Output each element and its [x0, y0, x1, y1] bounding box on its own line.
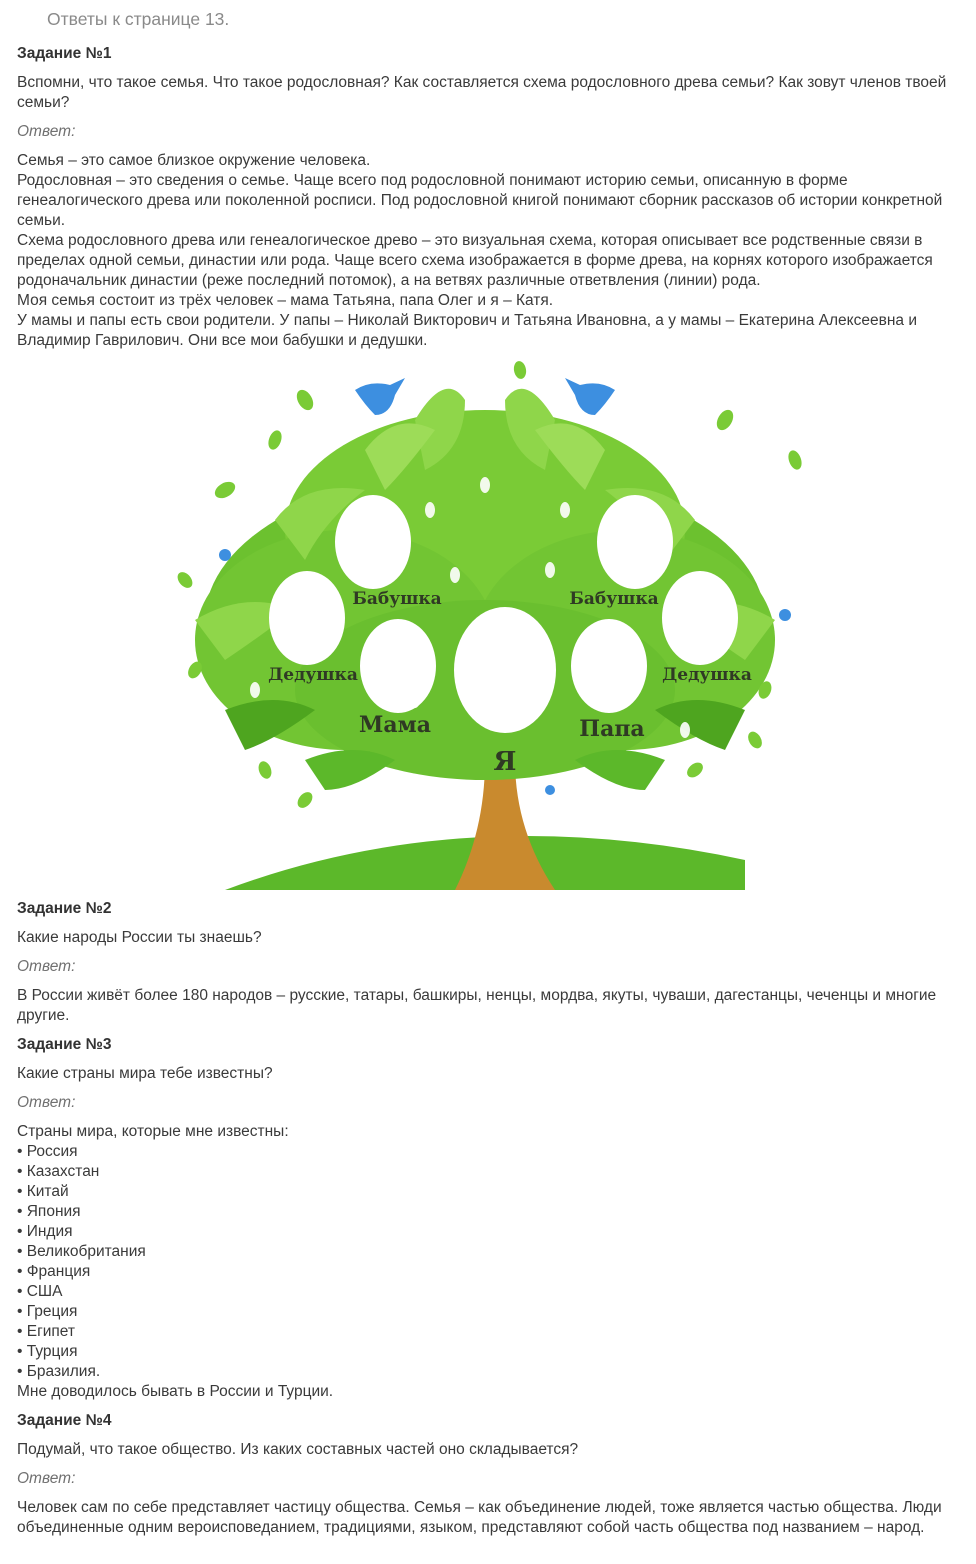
task-2	[17, 899, 962, 1026]
task-3	[17, 1035, 962, 1402]
answer-paragraph: Человек сам по себе представляет частицу общества. Семья – как объединение людей, тоже является частью общества. Люди объединенные одним вероисповеданием, традициями, языком, представляют собой часть общества под названием – народ.	[17, 1499, 942, 1536]
task-answer	[17, 151, 962, 351]
list-item: • Франция	[17, 1262, 962, 1282]
answer-label: Ответ:	[17, 958, 76, 975]
label-grandma-left: Бабушка	[352, 589, 442, 609]
task-answer	[17, 1122, 962, 1402]
list-item: • Россия	[17, 1142, 962, 1162]
label-grandma-right: Бабушка	[569, 589, 659, 609]
article-content	[17, 44, 962, 1547]
task-4	[17, 1411, 962, 1538]
butterfly-icon	[219, 549, 231, 561]
task-heading: Задание №2	[17, 900, 112, 917]
list-item: • Казахстан	[17, 1162, 962, 1182]
task-answer	[17, 1498, 962, 1538]
label-mom: Мама	[359, 712, 431, 738]
photo-frame-mom	[360, 619, 436, 713]
label-grandpa-right: Дедушка	[662, 665, 752, 685]
list-item: • Великобритания	[17, 1242, 962, 1262]
butterfly-icon	[779, 609, 791, 621]
answer-label: Ответ:	[17, 1470, 76, 1487]
bird-icon	[565, 378, 615, 415]
list-item: • Китай	[17, 1182, 962, 1202]
page-title: Ответы к странице 13.	[47, 9, 230, 29]
task-question: Какие страны мира тебе известны?	[17, 1065, 273, 1082]
answer-label: Ответ:	[17, 123, 76, 140]
answer-intro: Страны мира, которые мне известны:	[17, 1123, 289, 1140]
photo-frame-grandma-right	[597, 495, 673, 589]
task-heading: Задание №4	[17, 1412, 112, 1429]
photo-frame-grandpa-left	[269, 571, 345, 665]
family-tree-image	[165, 360, 805, 890]
answer-outro: Мне доводилось бывать в России и Турции.	[17, 1383, 334, 1400]
photo-frame-grandma-left	[335, 495, 411, 589]
photo-frame-grandpa-right	[662, 571, 738, 665]
list-item: • Турция	[17, 1342, 962, 1362]
task-question: Какие народы России ты знаешь?	[17, 929, 262, 946]
countries-list	[17, 1142, 962, 1382]
butterfly-icon	[545, 785, 555, 795]
answer-paragraph: Семья – это самое близкое окружение человека.	[17, 152, 371, 169]
photo-frame-dad	[571, 619, 647, 713]
task-1	[17, 44, 962, 890]
task-question: Вспомни, что такое семья. Что такое родословная? Как составляется схема родословного древа семьи? Как зовут членов твоей семьи?	[17, 74, 947, 111]
answer-paragraph: Схема родословного древа или генеалогическое древо – это визуальная схема, которая описывает все родственные связи в пределах одной семьи, династии или рода. Чаще всего схема изображается в форме древа, на корнях которого изображается родоначальник династии (реже последний потомок), а на ветвях различные ответвления (линии) рода.	[17, 232, 933, 289]
answer-label: Ответ:	[17, 1094, 76, 1111]
list-item: • Индия	[17, 1222, 962, 1242]
task-heading: Задание №3	[17, 1036, 112, 1053]
answer-paragraph: У мамы и папы есть свои родители. У папы – Николай Викторович и Татьяна Ивановна, а у мамы – Екатерина Алексеевна и Владимир Гаврилович. Они все мои бабушки и дедушки.	[17, 312, 917, 349]
list-item: • Египет	[17, 1322, 962, 1342]
list-item: • Бразилия.	[17, 1362, 962, 1382]
task-question: Подумай, что такое общество. Из каких составных частей оно складывается?	[17, 1441, 579, 1458]
bird-icon	[355, 378, 405, 415]
family-tree-illustration	[17, 360, 962, 890]
answer-paragraph: Моя семья состоит из трёх человек – мама Татьяна, папа Олег и я – Катя.	[17, 292, 554, 309]
task-heading: Задание №1	[17, 45, 112, 62]
list-item: • Япония	[17, 1202, 962, 1222]
answer-paragraph: В России живёт более 180 народов – русские, татары, башкиры, ненцы, мордва, якуты, чуваши, дагестанцы, чеченцы и многие другие.	[17, 987, 937, 1024]
answer-paragraph: Родословная – это сведения о семье. Чаще всего под родословной понимают историю семьи, описанную в форме генеалогического древа или поколенной росписи. Под родословной книгой понимают сборник рассказов об истории конкретной семьи.	[17, 172, 943, 229]
task-answer	[17, 986, 962, 1026]
label-grandpa-left: Дедушка	[268, 665, 358, 685]
list-item: • Греция	[17, 1302, 962, 1322]
label-me: Я	[493, 747, 517, 777]
photo-frame-me	[454, 607, 556, 733]
label-dad: Папа	[579, 716, 645, 742]
list-item: • США	[17, 1282, 962, 1302]
